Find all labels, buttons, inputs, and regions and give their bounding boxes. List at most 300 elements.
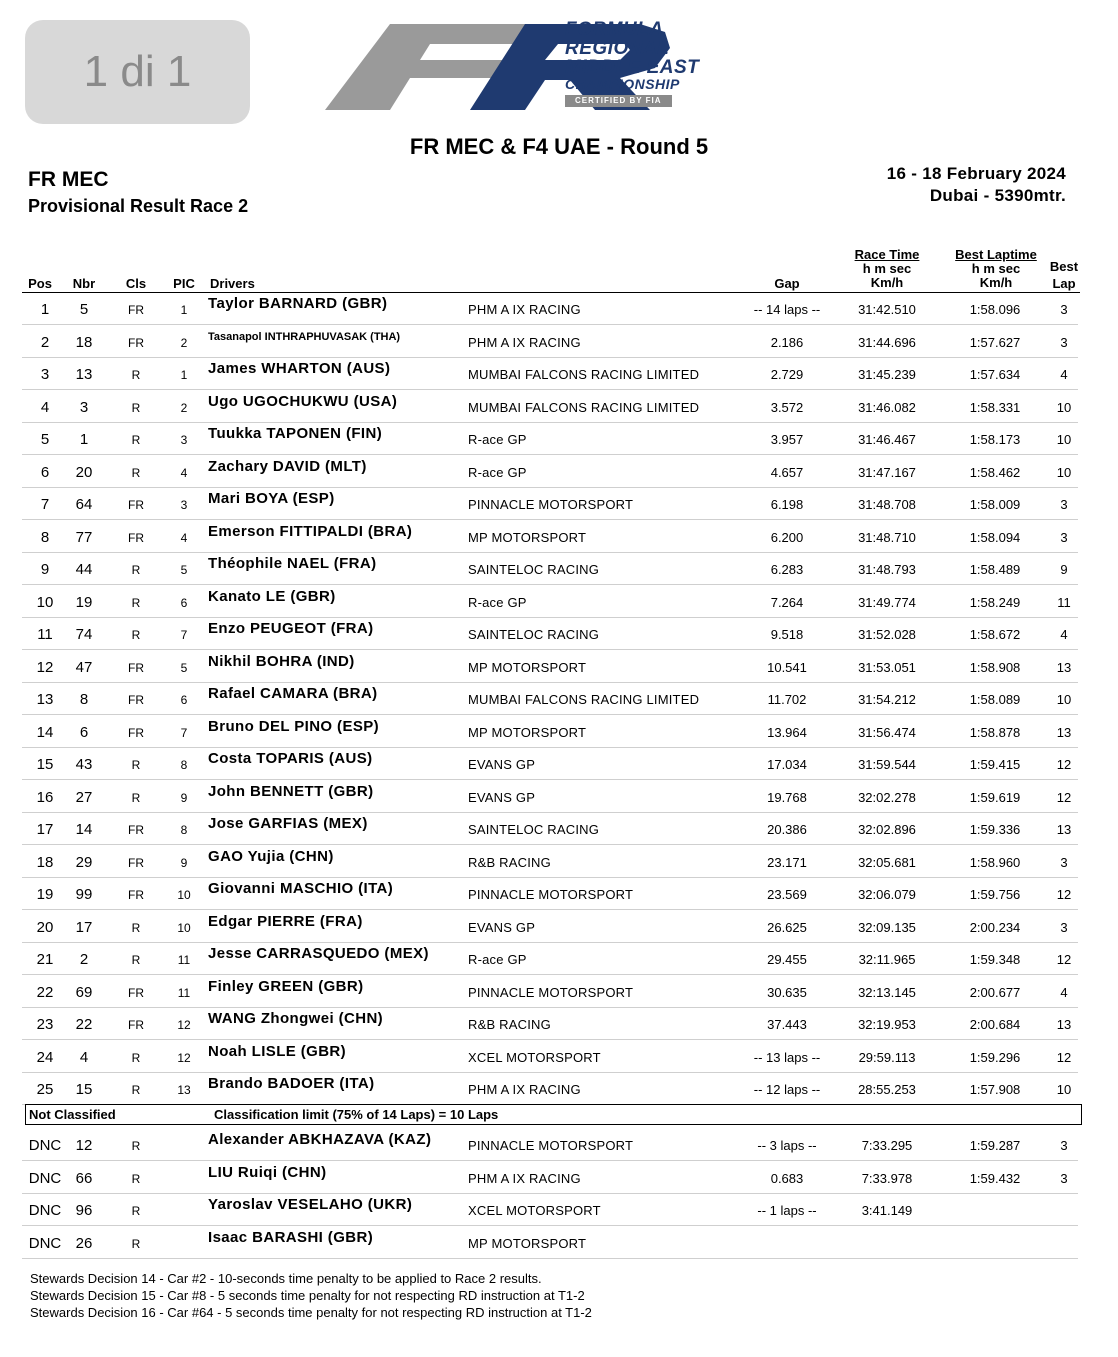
table-row: [22, 812, 1078, 845]
cell-driver-name: Nikhil BOHRA (IND): [208, 652, 355, 670]
cell-race-time: 32:02.896: [858, 822, 916, 837]
header-best-lap-2: Lap: [1052, 276, 1076, 291]
cell-class: R: [131, 1050, 141, 1065]
event-dates: 16 - 18 February 2024: [886, 164, 1066, 183]
cell-race-time: 32:13.145: [858, 984, 916, 1000]
cell-race-time: 31:45.239: [858, 367, 916, 382]
cell-best-laptime: 1:58.331: [969, 399, 1021, 415]
table-row: [22, 487, 1078, 520]
cell-team-name: R&B RACING: [468, 854, 551, 870]
cell-car-number: 26: [75, 1234, 93, 1252]
cell-gap: -- 12 laps --: [753, 1082, 821, 1097]
cell-car-number: 5: [79, 301, 89, 318]
cell-best-laptime: 2:00.677: [969, 984, 1021, 1000]
cell-driver-name: Ugo UGOCHUKWU (USA): [208, 392, 398, 410]
cell-pos: 16: [36, 788, 54, 806]
header-race-time-speed: Km/h: [870, 275, 904, 290]
cell-gap: -- 14 laps --: [753, 302, 821, 317]
cell-pos: 5: [40, 431, 50, 448]
cell-team-name: MUMBAI FALCONS RACING LIMITED: [468, 692, 700, 707]
cell-driver-name: LIU Ruiqi (CHN): [208, 1163, 327, 1181]
cell-position-in-class: 5: [180, 563, 188, 577]
cell-gap: 29.455: [767, 952, 807, 967]
cell-driver-name: Rafael CAMARA (BRA): [208, 685, 378, 702]
cell-pos: 9: [40, 561, 50, 578]
cell-best-lap: 9: [1060, 562, 1068, 577]
cell-best-laptime: 1:58.489: [969, 562, 1021, 577]
cell-class: FR: [128, 1018, 144, 1032]
cell-pos: 7: [40, 496, 50, 513]
cell-best-lap: 3: [1060, 1170, 1068, 1186]
cell-pos: 11: [37, 626, 53, 643]
result-title: Provisional Result Race 2: [28, 196, 249, 216]
decision-line: Stewards Decision 14 - Car #2 - 10-seconds time penalty to be applied to Race 2 results.: [30, 1271, 542, 1286]
cell-gap: 4.657: [770, 464, 804, 480]
cell-pos: 10: [36, 593, 54, 611]
cell-class: R: [131, 1236, 141, 1251]
cell-position-in-class: 10: [177, 920, 191, 935]
cell-race-time: 31:59.544: [858, 757, 916, 772]
cell-car-number: 4: [79, 1048, 89, 1066]
cell-car-number: 77: [75, 528, 93, 546]
cell-car-number: 6: [79, 723, 89, 741]
cell-best-lap: 10: [1056, 399, 1072, 415]
cell-car-number: 27: [75, 788, 93, 806]
cell-best-laptime: 1:59.432: [969, 1170, 1021, 1186]
cell-class: FR: [128, 725, 144, 740]
table-row: [22, 910, 1078, 943]
not-classified-bar: [25, 1104, 1082, 1125]
cell-best-lap: 3: [1060, 334, 1068, 350]
cell-best-laptime: 1:58.908: [969, 659, 1021, 675]
cell-position-in-class: 8: [180, 758, 188, 772]
cell-car-number: 69: [75, 983, 93, 1001]
cell-race-time: 7:33.295: [861, 1138, 913, 1153]
cell-best-lap: 3: [1060, 1138, 1068, 1153]
cell-best-lap: 10: [1056, 692, 1072, 707]
cell-best-lap: 4: [1060, 367, 1068, 382]
decision-line: Stewards Decision 15 - Car #8 - 5 seconds time penalty for not respecting RD instruction at T1-2: [30, 1288, 585, 1303]
cell-pos: 3: [40, 366, 50, 383]
cell-best-lap: 12: [1056, 887, 1072, 902]
cell-team-name: PHM A IX RACING: [468, 302, 581, 317]
cell-class: R: [131, 1171, 141, 1186]
cell-best-laptime: 1:58.009: [969, 497, 1021, 512]
cell-best-lap: 12: [1056, 789, 1072, 805]
cell-driver-name: Yaroslav VESELAHO (UKR): [208, 1196, 413, 1213]
table-row: [22, 1128, 1078, 1161]
header-gap: Gap: [774, 276, 800, 291]
table-row: [22, 942, 1078, 975]
cell-pos: 12: [36, 658, 54, 676]
cell-class: R: [131, 1139, 141, 1153]
cell-best-laptime: 1:58.094: [969, 529, 1021, 545]
cell-team-name: MP MOTORSPORT: [468, 1235, 587, 1251]
cell-car-number: 29: [75, 853, 93, 871]
table-row: [22, 552, 1078, 585]
cell-gap: 0.683: [770, 1170, 804, 1186]
not-classified-label: Not Classified: [29, 1107, 116, 1122]
cell-team-name: R-ace GP: [468, 952, 527, 967]
cell-best-laptime: 1:59.348: [969, 952, 1021, 967]
cell-team-name: PINNACLE MOTORSPORT: [468, 984, 634, 1000]
cell-best-lap: 13: [1056, 1017, 1072, 1032]
cell-class: R: [131, 1204, 141, 1218]
cell-race-time: 31:48.708: [858, 497, 916, 512]
cell-car-number: 1: [79, 431, 89, 448]
cell-race-time: 32:05.681: [858, 854, 916, 870]
cell-best-lap: 12: [1056, 757, 1072, 772]
table-row: [22, 975, 1078, 1008]
table-row: [22, 390, 1078, 423]
cell-team-name: PHM A IX RACING: [468, 1170, 581, 1186]
cell-pos: DNC: [28, 1169, 62, 1187]
cell-best-lap: 12: [1056, 952, 1072, 967]
cell-position-in-class: 4: [180, 465, 188, 480]
cell-class: FR: [128, 335, 144, 350]
cell-best-laptime: 1:58.173: [969, 432, 1021, 447]
cell-position-in-class: 7: [180, 628, 188, 642]
cell-class: FR: [128, 660, 144, 675]
cell-team-name: EVANS GP: [468, 789, 536, 805]
cell-gap: 37.443: [767, 1017, 807, 1032]
cell-car-number: 18: [75, 333, 93, 351]
cell-team-name: SAINTELOC RACING: [468, 822, 600, 837]
cell-gap: 3.957: [770, 432, 804, 447]
cell-pos: 20: [36, 918, 54, 936]
logo-cert: CERTIFIED BY FIA: [565, 95, 672, 107]
cell-class: R: [131, 400, 141, 415]
cell-best-lap: 10: [1056, 1082, 1072, 1097]
cell-best-laptime: 1:58.089: [969, 692, 1021, 707]
logo-line2: REGIONAL: [565, 38, 670, 59]
cell-best-laptime: 1:59.287: [969, 1138, 1021, 1153]
cell-pos: DNC: [28, 1137, 62, 1154]
cell-driver-name: WANG Zhongwei (CHN): [208, 1010, 384, 1027]
header-best-speed: Km/h: [979, 275, 1013, 290]
cell-position-in-class: 5: [180, 660, 188, 675]
cell-best-laptime: 1:59.756: [969, 887, 1021, 902]
cell-pos: 25: [36, 1081, 54, 1098]
cell-driver-name: James WHARTON (AUS): [208, 360, 391, 377]
cell-race-time: 32:11.965: [858, 952, 916, 967]
cell-best-lap: 3: [1060, 302, 1068, 317]
cell-gap: 11.702: [767, 692, 807, 707]
cell-driver-name: Zachary DAVID (MLT): [208, 457, 367, 475]
cell-gap: 23.171: [767, 854, 807, 870]
cell-class: R: [131, 953, 141, 967]
cell-class: FR: [128, 530, 144, 545]
cell-best-lap: 10: [1056, 432, 1072, 447]
event-venue: Dubai - 5390mtr.: [929, 186, 1066, 205]
cell-team-name: EVANS GP: [468, 919, 536, 935]
cell-driver-name: John BENNETT (GBR): [208, 782, 374, 800]
cell-position-in-class: 2: [180, 400, 188, 415]
cell-position-in-class: 12: [177, 1050, 191, 1065]
header-best-units: h m sec: [971, 261, 1021, 276]
cell-best-laptime: 1:58.672: [969, 627, 1021, 642]
cell-class: R: [131, 368, 141, 382]
cell-best-laptime: 1:59.336: [969, 822, 1021, 837]
cell-pos: 4: [40, 398, 50, 416]
cell-car-number: 99: [75, 886, 93, 903]
cell-gap: -- 3 laps --: [757, 1138, 817, 1153]
cell-driver-name: Giovanni MASCHIO (ITA): [208, 880, 394, 897]
cell-team-name: MP MOTORSPORT: [468, 529, 587, 545]
cell-driver-name: Mari BOYA (ESP): [208, 490, 335, 507]
cell-race-time: 31:46.467: [858, 432, 916, 447]
cell-team-name: PINNACLE MOTORSPORT: [468, 1138, 634, 1153]
cell-car-number: 8: [79, 691, 89, 708]
cell-car-number: 64: [75, 496, 93, 513]
table-row: [22, 1007, 1078, 1040]
cell-gap: 10.541: [767, 659, 807, 675]
cell-best-lap: 13: [1056, 659, 1072, 675]
cell-car-number: 96: [75, 1202, 93, 1219]
header-race-time-units: h m sec: [862, 261, 912, 276]
header-pos: Pos: [28, 276, 52, 291]
cell-gap: 2.186: [770, 334, 804, 350]
cell-position-in-class: 8: [180, 823, 188, 837]
cell-position-in-class: 3: [180, 498, 188, 512]
header-drivers: Drivers: [210, 276, 255, 291]
cell-driver-name: Théophile NAEL (FRA): [208, 555, 377, 572]
cell-race-time: 31:52.028: [858, 627, 916, 642]
cell-class: FR: [128, 855, 144, 870]
cell-team-name: MP MOTORSPORT: [468, 724, 587, 740]
cell-car-number: 19: [75, 593, 93, 611]
cell-position-in-class: 7: [180, 725, 188, 740]
cell-driver-name: Jose GARFIAS (MEX): [208, 815, 368, 832]
cell-class: R: [131, 595, 141, 610]
cell-pos: 1: [40, 301, 50, 318]
cell-gap: 6.200: [770, 529, 804, 545]
cell-gap: 23.569: [767, 887, 807, 902]
header-best-lap-1: Best: [1049, 259, 1079, 274]
cell-race-time: 3:41.149: [861, 1203, 913, 1218]
cell-car-number: 12: [75, 1137, 93, 1154]
table-row: [22, 1040, 1078, 1073]
cell-driver-name: Tasanapol INTHRAPHUVASAK (THA): [208, 330, 401, 343]
cell-pos: 21: [36, 951, 54, 968]
cell-pos: 15: [36, 756, 54, 773]
cell-race-time: 32:09.135: [858, 919, 916, 935]
page-indicator: 1 di 1: [25, 20, 250, 124]
cell-race-time: 32:19.953: [858, 1017, 916, 1032]
cell-position-in-class: 13: [177, 1083, 191, 1097]
cell-car-number: 2: [79, 951, 89, 968]
cell-driver-name: Edgar PIERRE (FRA): [208, 912, 363, 930]
cell-team-name: MUMBAI FALCONS RACING LIMITED: [468, 367, 700, 382]
cell-best-laptime: 1:59.619: [969, 789, 1021, 805]
cell-position-in-class: 6: [180, 595, 188, 610]
logo-line4: CHAMPIONSHIP: [565, 76, 680, 92]
cell-pos: 13: [36, 691, 54, 708]
table-row: [22, 422, 1078, 455]
table-row: [22, 877, 1078, 910]
table-row: [22, 357, 1078, 390]
cell-best-laptime: 1:58.462: [969, 464, 1021, 480]
cell-position-in-class: 1: [180, 368, 188, 382]
cell-class: R: [131, 628, 141, 642]
event-title: FR MEC & F4 UAE - Round 5: [409, 134, 709, 159]
cell-race-time: 32:02.278: [858, 789, 916, 805]
cell-team-name: MUMBAI FALCONS RACING LIMITED: [468, 399, 700, 415]
cell-class: R: [131, 563, 141, 577]
cell-class: FR: [128, 303, 144, 317]
cell-race-time: 31:56.474: [858, 724, 916, 740]
cell-car-number: 14: [75, 821, 93, 838]
logo-text: [565, 20, 775, 107]
cell-gap: 9.518: [770, 627, 804, 642]
cell-gap: 2.729: [770, 367, 804, 382]
cell-car-number: 17: [75, 918, 93, 936]
cell-driver-name: Kanato LE (GBR): [208, 587, 336, 605]
cell-team-name: SAINTELOC RACING: [468, 627, 600, 642]
cell-gap: 6.198: [770, 497, 804, 512]
cell-team-name: XCEL MOTORSPORT: [468, 1049, 601, 1065]
cell-best-lap: 11: [1057, 594, 1071, 610]
cell-pos: 17: [36, 821, 54, 838]
cell-race-time: 7:33.978: [861, 1170, 913, 1186]
cell-driver-name: Costa TOPARIS (AUS): [208, 750, 373, 767]
cell-pos: DNC: [28, 1202, 62, 1219]
cell-gap: 17.034: [767, 757, 807, 772]
cell-best-lap: 3: [1060, 497, 1068, 512]
cell-pos: 24: [36, 1048, 54, 1066]
cell-class: R: [131, 790, 141, 805]
cell-position-in-class: 12: [177, 1018, 191, 1032]
table-row: [22, 520, 1078, 553]
cell-pos: 6: [40, 463, 50, 481]
cell-gap: 20.386: [767, 822, 807, 837]
cell-position-in-class: 2: [180, 335, 188, 350]
table-row: [22, 1226, 1078, 1259]
cell-car-number: 47: [75, 658, 93, 676]
cell-pos: 8: [40, 528, 50, 546]
table-row: [22, 325, 1078, 358]
cell-team-name: SAINTELOC RACING: [468, 562, 600, 577]
header-best-laptime: Best Laptime: [955, 247, 1037, 262]
cell-best-laptime: 2:00.684: [969, 1017, 1021, 1032]
header-pic: PIC: [173, 276, 195, 291]
cell-car-number: 22: [75, 1016, 93, 1033]
cell-gap: -- 13 laps --: [753, 1049, 821, 1065]
cell-pos: 2: [40, 333, 50, 351]
cell-best-lap: 13: [1056, 822, 1072, 837]
table-row: [22, 1193, 1078, 1226]
cell-best-laptime: 1:58.249: [969, 594, 1021, 610]
cell-race-time: 29:59.113: [858, 1049, 916, 1065]
cell-best-laptime: 1:58.960: [969, 854, 1021, 870]
cell-gap: -- 1 laps --: [757, 1203, 817, 1218]
table-row: [22, 617, 1078, 650]
cell-team-name: PINNACLE MOTORSPORT: [468, 497, 634, 512]
cell-race-time: 31:42.510: [858, 302, 916, 317]
cell-driver-name: Noah LISLE (GBR): [208, 1042, 347, 1060]
cell-position-in-class: 11: [177, 953, 191, 967]
table-row: [22, 292, 1078, 325]
header-nbr: Nbr: [72, 276, 96, 291]
cell-best-lap: 3: [1060, 854, 1068, 870]
cell-class: R: [131, 920, 141, 935]
cell-class: FR: [128, 985, 144, 1000]
cell-team-name: PHM A IX RACING: [468, 334, 581, 350]
cell-pos: 23: [36, 1016, 54, 1033]
logo-line1: FORMULA: [565, 19, 664, 40]
cell-best-lap: 12: [1056, 1049, 1072, 1065]
cell-position-in-class: 3: [180, 433, 188, 447]
cell-driver-name: Emerson FITTIPALDI (BRA): [208, 522, 413, 540]
cell-car-number: 74: [75, 626, 93, 643]
cell-driver-name: Enzo PEUGEOT (FRA): [208, 620, 374, 637]
cell-pos: DNC: [28, 1234, 62, 1252]
cell-class: FR: [128, 693, 144, 707]
cell-class: FR: [128, 823, 144, 837]
cell-best-lap: 3: [1060, 919, 1068, 935]
cell-driver-name: Alexander ABKHAZAVA (KAZ): [208, 1131, 432, 1148]
table-row: [22, 1161, 1078, 1194]
cell-race-time: 31:53.051: [858, 659, 916, 675]
cell-gap: 26.625: [767, 919, 807, 935]
table-row: [22, 585, 1078, 618]
cell-best-laptime: 2:00.234: [969, 919, 1021, 935]
cell-position-in-class: 4: [180, 530, 188, 545]
cell-best-laptime: 1:57.908: [969, 1082, 1021, 1097]
cell-gap: 13.964: [767, 724, 807, 740]
cell-position-in-class: 6: [180, 693, 188, 707]
cell-car-number: 66: [75, 1169, 93, 1187]
cell-class: R: [131, 1083, 141, 1097]
cell-class: FR: [128, 888, 144, 902]
cell-best-lap: 4: [1060, 627, 1068, 642]
cell-team-name: XCEL MOTORSPORT: [468, 1203, 601, 1218]
cell-driver-name: Isaac BARASHI (GBR): [208, 1228, 374, 1246]
cell-class: R: [131, 758, 141, 772]
cell-driver-name: GAO Yujia (CHN): [208, 847, 334, 865]
cell-driver-name: Tuukka TAPONEN (FIN): [208, 425, 383, 442]
table-row: [22, 780, 1078, 813]
cell-race-time: 31:48.710: [858, 529, 916, 545]
cell-race-time: 31:54.212: [858, 692, 916, 707]
cell-race-time: 28:55.253: [858, 1082, 916, 1097]
cell-position-in-class: 9: [180, 790, 188, 805]
cell-team-name: PHM A IX RACING: [468, 1082, 581, 1097]
table-row: [22, 455, 1078, 488]
cell-driver-name: Finley GREEN (GBR): [208, 977, 364, 995]
series-name: FR MEC: [28, 168, 109, 191]
cell-team-name: EVANS GP: [468, 757, 536, 772]
header-race-time: Race Time: [854, 247, 920, 262]
cell-best-lap: 3: [1060, 529, 1068, 545]
cell-best-laptime: 1:57.627: [969, 334, 1021, 350]
cell-team-name: PINNACLE MOTORSPORT: [468, 887, 634, 902]
cell-class: FR: [128, 498, 144, 512]
cell-position-in-class: 1: [180, 303, 188, 317]
table-row: [22, 747, 1078, 780]
cell-team-name: MP MOTORSPORT: [468, 659, 587, 675]
cell-pos: 14: [36, 723, 54, 741]
cell-car-number: 13: [75, 366, 93, 383]
cell-car-number: 43: [75, 756, 93, 773]
cell-pos: 19: [36, 886, 54, 903]
cell-pos: 18: [36, 853, 54, 871]
cell-gap: 19.768: [767, 789, 807, 805]
cell-class: R: [131, 433, 141, 447]
cell-car-number: 44: [75, 561, 93, 578]
cell-best-laptime: 1:58.096: [969, 302, 1021, 317]
cell-best-laptime: 1:57.634: [969, 367, 1021, 382]
